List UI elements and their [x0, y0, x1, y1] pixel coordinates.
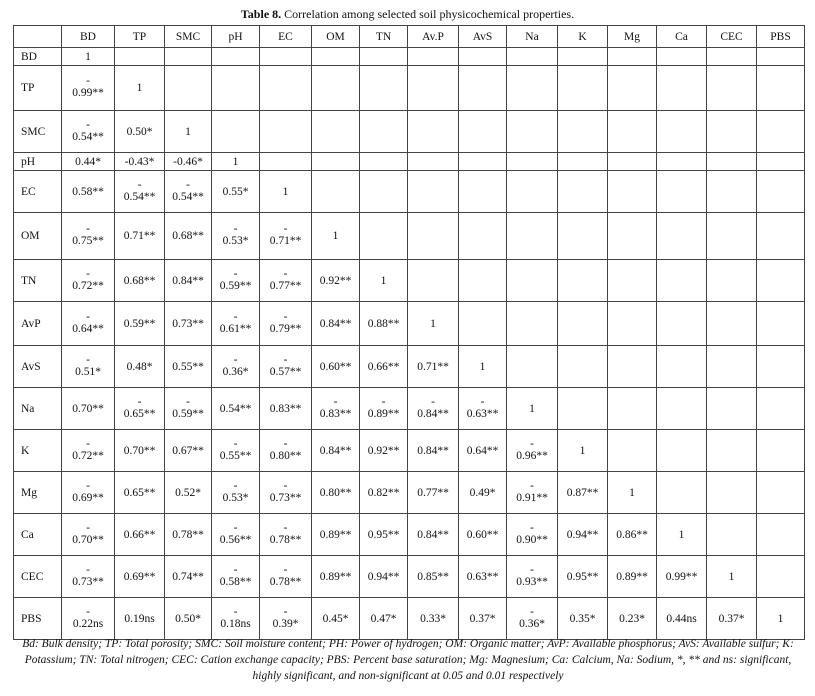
empty-cell	[507, 346, 558, 388]
correlation-cell: 0.71**	[115, 213, 165, 260]
correlation-cell: 0.37*	[707, 598, 757, 640]
row-header: Na	[14, 388, 62, 430]
header-row	[14, 26, 805, 48]
empty-cell	[757, 66, 805, 111]
correlation-cell: 0.94**	[558, 514, 608, 556]
correlation-cell: - 0.96**	[507, 430, 558, 472]
correlation-cell: 0.60**	[459, 514, 507, 556]
empty-cell	[408, 66, 459, 111]
empty-cell	[757, 472, 805, 514]
correlation-cell: 0.66**	[115, 514, 165, 556]
empty-cell	[608, 153, 657, 171]
correlation-cell: 0.80**	[312, 472, 360, 514]
empty-cell	[558, 388, 608, 430]
correlation-cell: 0.92**	[312, 260, 360, 302]
empty-cell	[707, 111, 757, 153]
empty-cell	[657, 153, 707, 171]
correlation-cell: - 0.91**	[507, 472, 558, 514]
correlation-cell: - 0.72**	[62, 260, 115, 302]
table-row	[14, 302, 805, 346]
correlation-cell: 0.74**	[165, 556, 212, 598]
correlation-cell: 0.82**	[360, 472, 408, 514]
correlation-cell: 0.84**	[312, 302, 360, 346]
correlation-cell: -0.46*	[165, 153, 212, 171]
correlation-cell: - 0.93**	[507, 556, 558, 598]
correlation-cell: - 0.58**	[212, 556, 260, 598]
empty-cell	[558, 171, 608, 213]
correlation-cell: 0.49*	[459, 472, 507, 514]
empty-cell	[312, 48, 360, 66]
row-header: K	[14, 430, 62, 472]
correlation-cell: 1	[408, 302, 459, 346]
correlation-cell: 0.33*	[408, 598, 459, 640]
table-body	[14, 48, 805, 640]
corner-cell	[14, 26, 62, 48]
table-row	[14, 472, 805, 514]
correlation-cell: - 0.78**	[260, 556, 312, 598]
correlation-cell: - 0.22ns	[62, 598, 115, 640]
empty-cell	[408, 48, 459, 66]
correlation-cell: 0.58**	[62, 171, 115, 213]
empty-cell	[408, 171, 459, 213]
table-row	[14, 171, 805, 213]
table-row	[14, 260, 805, 302]
correlation-cell: - 0.51*	[62, 346, 115, 388]
correlation-cell: 0.68**	[165, 213, 212, 260]
correlation-cell: - 0.59**	[212, 260, 260, 302]
column-header: K	[558, 26, 608, 48]
correlation-cell: - 0.36*	[212, 346, 260, 388]
correlation-cell: 0.44ns	[657, 598, 707, 640]
row-header: Ca	[14, 514, 62, 556]
correlation-cell: 0.77**	[408, 472, 459, 514]
correlation-cell: - 0.78**	[260, 514, 312, 556]
correlation-cell: - 0.99**	[62, 66, 115, 111]
empty-cell	[707, 171, 757, 213]
column-header: CEC	[707, 26, 757, 48]
empty-cell	[507, 153, 558, 171]
empty-cell	[507, 302, 558, 346]
correlation-cell: 1	[608, 472, 657, 514]
correlation-cell: 0.95**	[360, 514, 408, 556]
empty-cell	[459, 260, 507, 302]
correlation-cell: 1	[507, 388, 558, 430]
correlation-cell: - 0.71**	[260, 213, 312, 260]
empty-cell	[260, 66, 312, 111]
row-header: PBS	[14, 598, 62, 640]
column-header: BD	[62, 26, 115, 48]
correlation-cell: 0.66**	[360, 346, 408, 388]
column-header: PBS	[757, 26, 805, 48]
empty-cell	[657, 430, 707, 472]
correlation-cell: 0.55**	[165, 346, 212, 388]
empty-cell	[657, 213, 707, 260]
correlation-cell: 0.99**	[657, 556, 707, 598]
empty-cell	[165, 66, 212, 111]
correlation-cell: 0.19ns	[115, 598, 165, 640]
table-row	[14, 598, 805, 640]
correlation-cell: 0.70**	[115, 430, 165, 472]
empty-cell	[707, 48, 757, 66]
empty-cell	[360, 153, 408, 171]
row-header: OM	[14, 213, 62, 260]
table-caption	[0, 6, 815, 22]
correlation-cell: 0.47*	[360, 598, 408, 640]
correlation-cell: - 0.73**	[260, 472, 312, 514]
empty-cell	[115, 48, 165, 66]
empty-cell	[507, 66, 558, 111]
row-header: SMC	[14, 111, 62, 153]
empty-cell	[657, 171, 707, 213]
empty-cell	[707, 302, 757, 346]
correlation-cell: 0.87**	[558, 472, 608, 514]
empty-cell	[757, 556, 805, 598]
empty-cell	[757, 111, 805, 153]
correlation-table	[13, 25, 805, 640]
empty-cell	[757, 302, 805, 346]
empty-cell	[459, 111, 507, 153]
empty-cell	[608, 346, 657, 388]
empty-cell	[459, 171, 507, 213]
correlation-cell: 0.89**	[608, 556, 657, 598]
empty-cell	[507, 171, 558, 213]
empty-cell	[657, 302, 707, 346]
empty-cell	[757, 153, 805, 171]
correlation-cell: - 0.61**	[212, 302, 260, 346]
correlation-cell: 0.84**	[408, 514, 459, 556]
empty-cell	[312, 153, 360, 171]
column-header: Ca	[657, 26, 707, 48]
empty-cell	[757, 171, 805, 213]
correlation-cell: 0.94**	[360, 556, 408, 598]
table-caption-label: Table 8.	[240, 7, 282, 21]
correlation-cell: - 0.39*	[260, 598, 312, 640]
correlation-cell: 0.35*	[558, 598, 608, 640]
correlation-cell: 0.92**	[360, 430, 408, 472]
empty-cell	[757, 213, 805, 260]
empty-cell	[608, 66, 657, 111]
empty-cell	[408, 111, 459, 153]
empty-cell	[558, 153, 608, 171]
column-header: TP	[115, 26, 165, 48]
row-header: BD	[14, 48, 62, 66]
table-row	[14, 346, 805, 388]
empty-cell	[608, 260, 657, 302]
correlation-cell: - 0.18ns	[212, 598, 260, 640]
correlation-cell: 0.45*	[312, 598, 360, 640]
empty-cell	[360, 66, 408, 111]
table-row	[14, 556, 805, 598]
empty-cell	[459, 48, 507, 66]
empty-cell	[608, 48, 657, 66]
correlation-cell: 0.23*	[608, 598, 657, 640]
empty-cell	[707, 213, 757, 260]
table-row	[14, 213, 805, 260]
correlation-cell: 0.44*	[62, 153, 115, 171]
empty-cell	[657, 472, 707, 514]
empty-cell	[608, 302, 657, 346]
empty-cell	[757, 430, 805, 472]
correlation-cell: 0.84**	[312, 430, 360, 472]
empty-cell	[459, 153, 507, 171]
empty-cell	[360, 171, 408, 213]
correlation-cell: - 0.56**	[212, 514, 260, 556]
empty-cell	[507, 213, 558, 260]
empty-cell	[312, 111, 360, 153]
correlation-cell: 0.71**	[408, 346, 459, 388]
empty-cell	[507, 111, 558, 153]
table-row	[14, 388, 805, 430]
empty-cell	[408, 260, 459, 302]
empty-cell	[459, 302, 507, 346]
correlation-cell: 1	[62, 48, 115, 66]
empty-cell	[707, 153, 757, 171]
correlation-cell: 0.48*	[115, 346, 165, 388]
correlation-cell: 0.63**	[459, 556, 507, 598]
column-header: Na	[507, 26, 558, 48]
correlation-cell: 1	[558, 430, 608, 472]
empty-cell	[657, 48, 707, 66]
table-row	[14, 48, 805, 66]
correlation-cell: - 0.57**	[260, 346, 312, 388]
correlation-cell: - 0.84**	[408, 388, 459, 430]
table-footnote: Bd: Bulk density; TP: Total porosity; SMC: Soil moisture content; PH: Power of hydrogen; OM: Organic matter; AvP: Available phosphorus; AvS: Available sulfur; K: Potassium; TN: Total nitrogen; CEC: Cation exchange capacity; PBS: Percent base saturation; Mg: Magnesium; Ca: Calcium, Na: Sodium, *, ** and ns: significant, highly significant, and non-significant at 0.05 and 0.01 respectively	[22, 638, 794, 682]
correlation-cell: 0.88**	[360, 302, 408, 346]
empty-cell	[312, 171, 360, 213]
correlation-cell: - 0.90**	[507, 514, 558, 556]
empty-cell	[212, 48, 260, 66]
correlation-cell: 1	[360, 260, 408, 302]
empty-cell	[360, 111, 408, 153]
empty-cell	[757, 48, 805, 66]
correlation-cell: - 0.63**	[459, 388, 507, 430]
row-header: TN	[14, 260, 62, 302]
correlation-cell: 0.78**	[165, 514, 212, 556]
column-header: SMC	[165, 26, 212, 48]
row-header: pH	[14, 153, 62, 171]
correlation-cell: - 0.72**	[62, 430, 115, 472]
empty-cell	[608, 171, 657, 213]
correlation-cell: 1	[459, 346, 507, 388]
empty-cell	[459, 66, 507, 111]
correlation-cell: 0.64**	[459, 430, 507, 472]
column-header: EC	[260, 26, 312, 48]
correlation-cell: 0.55*	[212, 171, 260, 213]
row-header: CEC	[14, 556, 62, 598]
row-header: Mg	[14, 472, 62, 514]
empty-cell	[212, 111, 260, 153]
correlation-cell: 1	[115, 66, 165, 111]
empty-cell	[707, 430, 757, 472]
empty-cell	[558, 48, 608, 66]
empty-cell	[707, 66, 757, 111]
empty-cell	[608, 111, 657, 153]
empty-cell	[707, 346, 757, 388]
empty-cell	[507, 260, 558, 302]
empty-cell	[558, 66, 608, 111]
correlation-cell: 0.89**	[312, 514, 360, 556]
correlation-cell: - 0.65**	[115, 388, 165, 430]
empty-cell	[757, 514, 805, 556]
empty-cell	[558, 213, 608, 260]
correlation-cell: 0.52*	[165, 472, 212, 514]
empty-cell	[757, 346, 805, 388]
correlation-cell: - 0.54**	[115, 171, 165, 213]
empty-cell	[260, 48, 312, 66]
empty-cell	[558, 111, 608, 153]
empty-cell	[260, 111, 312, 153]
correlation-cell: - 0.54**	[165, 171, 212, 213]
correlation-cell: 0.60**	[312, 346, 360, 388]
correlation-cell: 0.95**	[558, 556, 608, 598]
correlation-cell: 1	[657, 514, 707, 556]
correlation-cell: - 0.64**	[62, 302, 115, 346]
empty-cell	[312, 66, 360, 111]
correlation-cell: 1	[312, 213, 360, 260]
correlation-cell: - 0.36*	[507, 598, 558, 640]
row-header: TP	[14, 66, 62, 111]
empty-cell	[657, 346, 707, 388]
empty-cell	[408, 153, 459, 171]
correlation-cell: 0.67**	[165, 430, 212, 472]
correlation-cell: - 0.89**	[360, 388, 408, 430]
table-row	[14, 66, 805, 111]
empty-cell	[707, 260, 757, 302]
correlation-cell: 1	[165, 111, 212, 153]
column-header: Av.P	[408, 26, 459, 48]
correlation-cell: - 0.75**	[62, 213, 115, 260]
correlation-cell: 0.84**	[408, 430, 459, 472]
correlation-cell: - 0.70**	[62, 514, 115, 556]
table-row	[14, 514, 805, 556]
empty-cell	[707, 388, 757, 430]
correlation-cell: 0.59**	[115, 302, 165, 346]
correlation-cell: - 0.83**	[312, 388, 360, 430]
table-row	[14, 430, 805, 472]
correlation-cell: 0.86**	[608, 514, 657, 556]
empty-cell	[212, 66, 260, 111]
empty-cell	[459, 213, 507, 260]
correlation-cell: - 0.80**	[260, 430, 312, 472]
correlation-cell: 0.68**	[115, 260, 165, 302]
empty-cell	[260, 153, 312, 171]
correlation-cell: 0.85**	[408, 556, 459, 598]
correlation-cell: - 0.54**	[62, 111, 115, 153]
empty-cell	[757, 260, 805, 302]
empty-cell	[360, 48, 408, 66]
empty-cell	[558, 260, 608, 302]
correlation-cell: 1	[757, 598, 805, 640]
correlation-cell: - 0.53*	[212, 472, 260, 514]
row-header: EC	[14, 171, 62, 213]
correlation-cell: 0.69**	[115, 556, 165, 598]
correlation-cell: - 0.55**	[212, 430, 260, 472]
empty-cell	[608, 388, 657, 430]
empty-cell	[707, 472, 757, 514]
correlation-cell: 0.37*	[459, 598, 507, 640]
empty-cell	[657, 111, 707, 153]
correlation-cell: 1	[707, 556, 757, 598]
correlation-cell: 0.65**	[115, 472, 165, 514]
empty-cell	[657, 260, 707, 302]
column-header: OM	[312, 26, 360, 48]
empty-cell	[558, 302, 608, 346]
correlation-cell: - 0.59**	[165, 388, 212, 430]
correlation-cell: - 0.77**	[260, 260, 312, 302]
empty-cell	[608, 213, 657, 260]
empty-cell	[408, 213, 459, 260]
correlation-cell: 0.89**	[312, 556, 360, 598]
correlation-cell: - 0.69**	[62, 472, 115, 514]
empty-cell	[558, 346, 608, 388]
correlation-cell: 0.50*	[115, 111, 165, 153]
correlation-cell: 0.70**	[62, 388, 115, 430]
correlation-cell: 1	[212, 153, 260, 171]
empty-cell	[165, 48, 212, 66]
table-caption-text: Correlation among selected soil physicochemical properties.	[284, 7, 575, 21]
empty-cell	[360, 213, 408, 260]
column-header: pH	[212, 26, 260, 48]
column-header: AvS	[459, 26, 507, 48]
empty-cell	[507, 48, 558, 66]
correlation-cell: -0.43*	[115, 153, 165, 171]
table-row	[14, 153, 805, 171]
correlation-cell: - 0.53*	[212, 213, 260, 260]
empty-cell	[707, 514, 757, 556]
empty-cell	[657, 66, 707, 111]
column-header: Mg	[608, 26, 657, 48]
correlation-cell: 0.84**	[165, 260, 212, 302]
correlation-cell: 0.83**	[260, 388, 312, 430]
correlation-cell: - 0.79**	[260, 302, 312, 346]
empty-cell	[608, 430, 657, 472]
correlation-cell: - 0.73**	[62, 556, 115, 598]
correlation-cell: 0.54**	[212, 388, 260, 430]
correlation-cell: 0.73**	[165, 302, 212, 346]
empty-cell	[657, 388, 707, 430]
column-header: TN	[360, 26, 408, 48]
table-row	[14, 111, 805, 153]
empty-cell	[757, 388, 805, 430]
row-header: AvP	[14, 302, 62, 346]
row-header: AvS	[14, 346, 62, 388]
correlation-cell: 1	[260, 171, 312, 213]
correlation-cell: 0.50*	[165, 598, 212, 640]
